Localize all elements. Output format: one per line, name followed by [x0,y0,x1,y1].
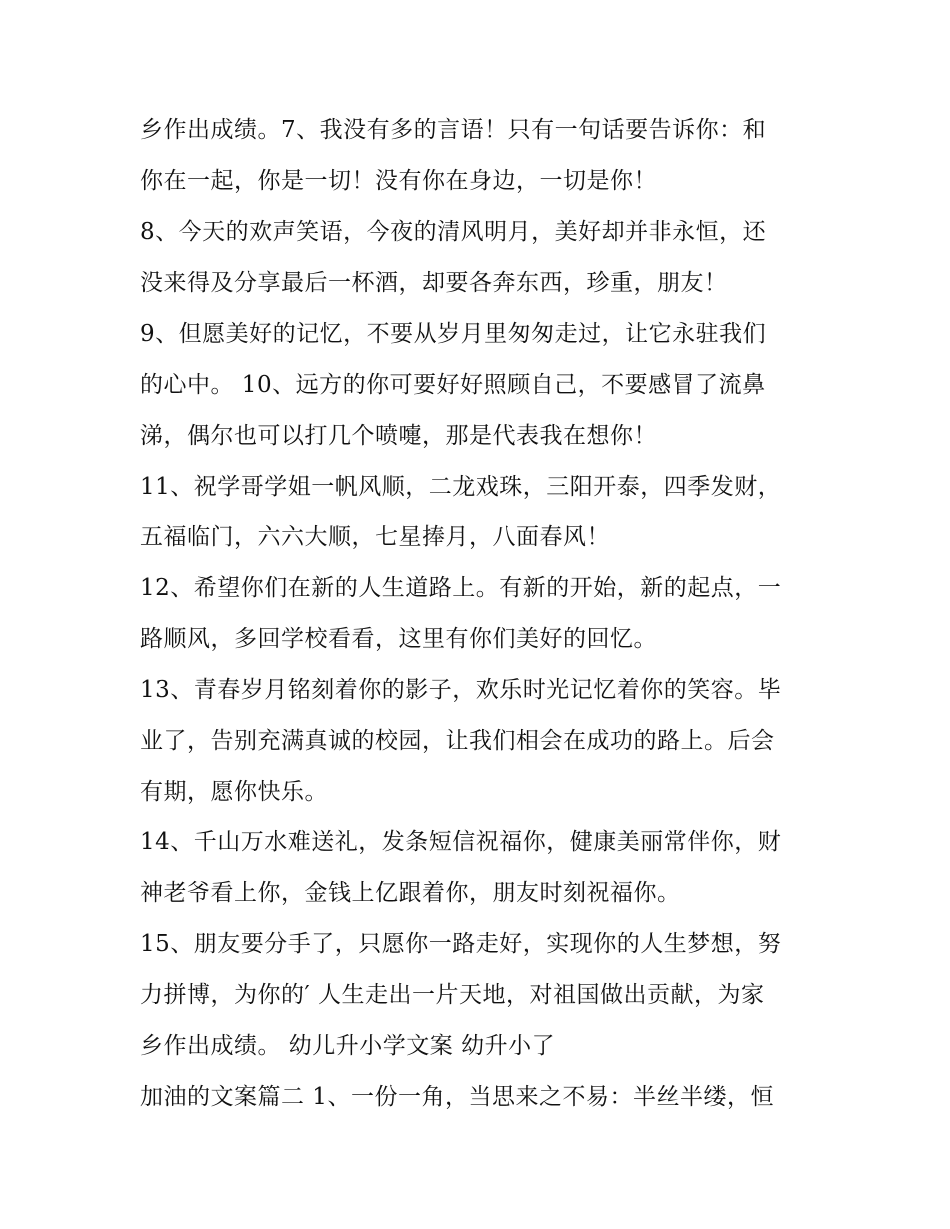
text-line: 神老爷看上你，金钱上亿跟着你，朋友时刻祝福你。 [140,880,681,906]
text-line: 没来得及分享最后一杯酒，却要各奔东西，珍重，朋友！ [140,270,728,296]
text-line: 涕，偶尔也可以打几个喷嚏，那是代表我在想你！ [140,423,657,449]
text-line: 五福临门，六六大顺，七星捧月，八面春风！ [140,524,610,550]
text-line: 8、今天的欢声笑语，今夜的清风明月，美好却并非永恒，还 [140,219,767,245]
text-line: 加油的文案篇二 1、一份一角，当思来之不易：半丝半缕，恒 [140,1084,774,1110]
text-line: 11、祝学哥学姐一帆风顺，二龙戏珠，三阳开泰，四季发财， [140,474,782,500]
text-line: 路顺风，多回学校看看，这里有你们美好的回忆。 [140,626,657,652]
text-line: 你在一起，你是一切！没有你在身边，一切是你！ [140,168,657,194]
text-line: 乡作出成绩。 幼儿升小学文案 幼升小了 [140,1033,556,1059]
text-line: 12、希望你们在新的人生道路上。有新的开始，新的起点，一 [140,575,782,601]
text-line: 业了，告别充满真诚的校园，让我们相会在成功的路上。后会 [140,728,775,754]
text-line: 的心中。 10、远方的你可要好好照顾自己，不要感冒了流鼻 [140,372,766,398]
text-line: 9、但愿美好的记忆，不要从岁月里匆匆走过，让它永驻我们 [140,321,767,347]
text-line: 力拼博，为你的′ 人生走出一片天地，对祖国做出贡献，为家 [140,982,765,1008]
text-line: 13、青春岁月铭刻着你的影子，欢乐时光记忆着你的笑容。毕 [140,677,782,703]
text-line: 乡作出成绩。7、我没有多的言语！只有一句话要告诉你：和 [140,117,767,143]
text-line: 14、千山万水难送礼，发条短信祝福你，健康美丽常伴你，财 [140,829,782,855]
text-line: 有期，愿你快乐。 [140,779,328,805]
text-line: 15、朋友要分手了，只愿你一路走好，实现你的人生梦想，努 [140,931,782,957]
